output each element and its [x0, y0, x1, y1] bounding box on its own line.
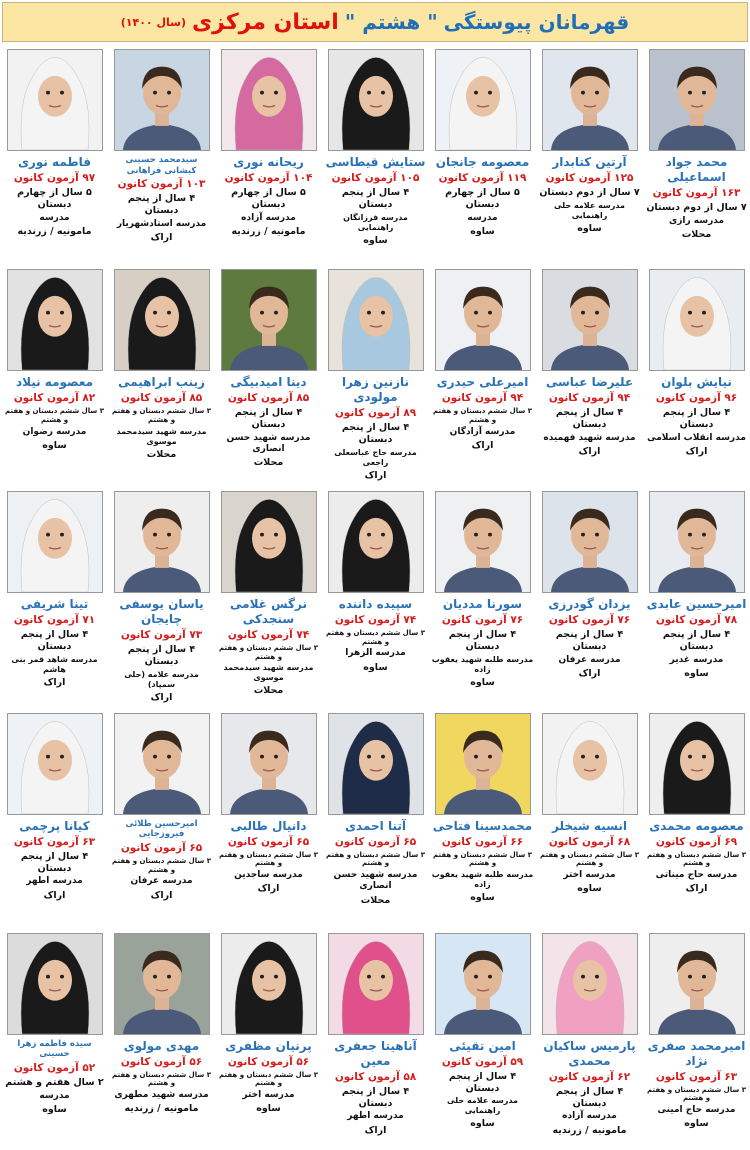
student-photo [114, 713, 210, 815]
student-name: زینب ابراهیمی [118, 375, 205, 389]
student-city: ساوه [42, 439, 67, 451]
student-photo [7, 269, 103, 371]
student-card [322, 488, 429, 710]
student-grade-span: ۳ سال ششم دبستان و هفتم و هشتم [433, 850, 532, 868]
student-school: مدرسه الزهرا [345, 648, 406, 659]
student-test-count: ۹۴ آزمون کانون [441, 392, 524, 404]
student-city: اراک [150, 232, 173, 244]
student-grade-span: ۳ سال ششم دبستان و هفتم و هشتم [112, 1070, 211, 1088]
student-test-count: ۷۶ آزمون کانون [441, 613, 524, 626]
student-card [1, 266, 108, 488]
student-grade-span: ۳ سال ششم دبستان و هفتم و هشتم [219, 1070, 318, 1088]
student-photo [114, 933, 210, 1035]
student-grade-span: ۴ سال از پنجم دبستان [555, 1085, 624, 1109]
student-photo [221, 933, 317, 1035]
student-grade-span: ۴ سال از پنجم دبستان [555, 407, 624, 430]
student-card [215, 488, 322, 710]
student-name: پرنیان مظفری [225, 1038, 312, 1053]
student-grade-span: ۷ سال از دوم دبستان [646, 202, 747, 214]
student-name: معصومه جانجان [435, 155, 530, 169]
student-school: مدرسه علامه حلی راهنمایی [447, 1096, 518, 1116]
student-school: مدرسه طلبه شهید یعقوب زاده [431, 654, 534, 674]
student-test-count: ۱۰۴ آزمون کانون [224, 172, 313, 184]
student-card [643, 710, 750, 930]
student-photo [435, 491, 531, 593]
student-grade-span: ۴ سال از پنجم دبستان [448, 628, 517, 652]
student-test-count: ۶۵ آزمون کانون [334, 835, 417, 848]
student-school: مدرسه شهید سیدمحمد موسوی [223, 663, 314, 683]
student-name: آناهیتا جعفری معین [334, 1038, 417, 1068]
student-test-count: ۹۶ آزمون کانون [655, 392, 738, 404]
student-grade-span: ۴ سال از پنجم دبستان [20, 628, 89, 652]
student-name: آرتین کتابدار [552, 155, 627, 169]
student-card [322, 46, 429, 266]
student-photo [114, 269, 210, 371]
student-card [536, 488, 643, 710]
student-test-count: ۸۵ آزمون کانون [120, 392, 203, 404]
student-city: ساوه [470, 892, 495, 904]
student-city: ساوه [577, 883, 602, 895]
student-school: مدرسه اطهر [347, 1111, 404, 1122]
title-year: (سال ۱۴۰۰) [120, 15, 186, 29]
student-card [108, 46, 215, 266]
student-school: مدرسه حاج امینی [657, 1105, 736, 1116]
student-grade-span: ۴ سال از پنجم دبستان [448, 1070, 517, 1094]
student-grade-span: ۵ سال از چهارم دبستان [231, 187, 306, 210]
student-school: مدرسه علامه حلی راهنمایی [554, 201, 625, 220]
student-grade-span: ۳ سال ششم دبستان و هفتم و هشتم [540, 850, 639, 868]
student-city: اراک [150, 889, 173, 901]
student-grade-span: ۷ سال از دوم دبستان [539, 187, 640, 199]
student-school: مدرسه شهید مطهری [114, 1090, 209, 1101]
student-city: اراک [578, 446, 601, 458]
student-name: معصومه نیلاد [15, 375, 94, 389]
student-test-count: ۶۸ آزمون کانون [548, 835, 631, 848]
student-card [1, 488, 108, 710]
student-photo [542, 713, 638, 815]
student-city: محلات [253, 685, 284, 697]
student-name: امیرمحمد صفری نژاد [647, 1038, 746, 1068]
student-card [108, 488, 215, 710]
student-grade-span: ۳ سال ششم دبستان و هفتم و هشتم [647, 850, 746, 868]
student-grade-span: ۳ سال ششم دبستان و هفتم و هشتم [112, 856, 211, 874]
student-city: ساوه [470, 676, 495, 688]
student-photo [542, 491, 638, 593]
student-school: مدرسه انقلاب اسلامی [647, 432, 746, 443]
student-card [108, 710, 215, 930]
students-grid [0, 46, 750, 1150]
student-name: یزدان گودرزی [548, 596, 631, 611]
student-city: اراک [150, 691, 173, 703]
student-city: اراک [43, 676, 66, 688]
student-test-count: ۶۲ آزمون کانون [548, 1070, 631, 1083]
student-card [643, 266, 750, 488]
student-name: فاطمه نوری [17, 155, 92, 169]
student-card [536, 930, 643, 1150]
student-school: مدرسه شاهد قمر بنی هاشم [11, 654, 98, 674]
student-name: نرگس غلامی سنجدکی [230, 596, 307, 626]
student-test-count: ۷۱ آزمون کانون [13, 613, 96, 626]
student-name: نیایش بلوان [661, 375, 732, 389]
student-photo [7, 713, 103, 815]
student-name: نازنین زهرا مولودی [341, 375, 410, 404]
student-photo [542, 933, 638, 1035]
student-test-count: ۷۳ آزمون کانون [120, 628, 203, 641]
title-province: استان مرکزی [192, 9, 339, 35]
student-card [429, 266, 536, 488]
student-city: اراک [471, 439, 494, 451]
student-card [1, 710, 108, 930]
student-test-count: ۵۲ آزمون کانون [13, 1061, 96, 1074]
student-card [108, 930, 215, 1150]
student-school: مدرسه [467, 212, 498, 223]
student-photo [435, 713, 531, 815]
student-card [643, 46, 750, 266]
student-school: مدرسه غدیر [669, 654, 724, 665]
student-test-count: ۱۱۹ آزمون کانون [438, 172, 527, 184]
student-grade-span: ۳ سال ششم دبستان و هفتم و هشتم [112, 407, 211, 424]
student-card [643, 930, 750, 1150]
student-city: ساوه [577, 223, 602, 234]
student-photo [649, 933, 745, 1035]
student-grade-span: ۴ سال از پنجم دبستان [127, 193, 196, 217]
student-grade-span: ۵ سال از چهارم دبستان [445, 187, 520, 210]
student-city: محلات [146, 448, 177, 460]
student-photo [7, 933, 103, 1035]
student-name: دانیال طالبی [230, 818, 307, 833]
student-name: محمد جواد اسماعیلی [665, 155, 728, 184]
student-city: محلات [360, 894, 391, 906]
student-name: کیانا پرچمی [19, 818, 90, 833]
student-grade-span: ۲ سال هفتم و هشتم [5, 1076, 104, 1088]
student-city: ساوه [42, 1104, 67, 1115]
student-school: مدرسه [39, 212, 70, 223]
student-test-count: ۹۷ آزمون کانون [13, 172, 96, 184]
student-school: مدرسه آزاده [241, 212, 296, 223]
student-photo [221, 713, 317, 815]
student-name: دینا امیدبیگی [230, 375, 307, 389]
student-school: مدرسه آزادگان [449, 426, 516, 437]
student-card [322, 266, 429, 488]
student-test-count: ۶۳ آزمون کانون [655, 1070, 738, 1083]
student-name: امیرحسین عابدی [646, 596, 747, 611]
student-name: محمدسینا فتاحی [432, 818, 533, 833]
student-city: ساوه [470, 226, 495, 238]
student-city: اراک [364, 1124, 387, 1136]
student-photo [221, 49, 317, 151]
student-grade-span: ۳ سال ششم دبستان و هفتم و هشتم [326, 628, 425, 646]
student-card [536, 266, 643, 488]
student-grade-span: ۳ سال ششم دبستان و هفتم و هشتم [326, 850, 425, 868]
student-grade-span: ۳ سال ششم دبستان و هفتم و هشتم [647, 1085, 746, 1103]
student-test-count: ۵۶ آزمون کانون [120, 1055, 203, 1068]
student-card [1, 46, 108, 266]
student-school: مدرسه عرفان [558, 654, 621, 665]
student-city: اراک [578, 667, 601, 679]
student-name: ریحانه نوری [233, 155, 304, 169]
student-name: آتنا احمدی [345, 818, 406, 833]
student-name: سپیده داننده [338, 596, 413, 611]
student-grade-span: ۴ سال از پنجم دبستان [20, 850, 89, 874]
student-photo [328, 933, 424, 1035]
student-card [215, 46, 322, 266]
student-photo [114, 49, 210, 151]
student-city: مامونیه / زرندیه [231, 226, 306, 238]
title-champions: قهرمانان پیوستگی [443, 10, 630, 34]
student-city: ساوه [470, 1118, 495, 1130]
student-test-count: ۱۰۳ آزمون کانون [117, 178, 206, 191]
student-test-count: ۶۵ آزمون کانون [120, 841, 203, 854]
student-photo [649, 49, 745, 151]
student-photo [435, 269, 531, 371]
student-city: ساوه [363, 661, 388, 673]
student-name: معصومه محمدی [649, 818, 744, 833]
student-name: امین تقیئی [449, 1038, 516, 1053]
title-grade: " هشتم " [344, 10, 438, 34]
student-photo [542, 49, 638, 151]
student-name: مهدی مولوی [123, 1038, 200, 1053]
student-school: مدرسه آزاده [562, 1111, 617, 1122]
poster-title-banner [2, 2, 748, 42]
student-school: مدرسه [39, 1090, 70, 1101]
student-test-count: ۹۴ آزمون کانون [548, 392, 631, 404]
student-school: مدرسه شهید سیدمحمد موسوی [116, 426, 207, 446]
student-test-count: ۷۶ آزمون کانون [548, 613, 631, 626]
student-photo [649, 491, 745, 593]
student-grade-span: ۵ سال از چهارم دبستان [17, 187, 92, 210]
student-name: یاسان یوسفی چایجان [119, 596, 204, 626]
student-photo [328, 49, 424, 151]
student-name: سیده فاطمه زهرا حسینی [17, 1038, 92, 1060]
student-card [429, 46, 536, 266]
student-card [215, 266, 322, 488]
student-school: مدرسه فرزانگان راهنمایی [343, 212, 408, 232]
student-city: محلات [681, 229, 712, 241]
student-test-count: ۸۲ آزمون کانون [13, 392, 96, 404]
student-school: مدرسه عرفان [130, 876, 193, 887]
student-city: محلات [253, 457, 284, 469]
student-name: امیرعلی حیدری [436, 375, 529, 389]
student-test-count: ۶۹ آزمون کانون [655, 835, 738, 848]
student-city: ساوه [684, 1118, 709, 1130]
student-city: ساوه [256, 1103, 281, 1115]
student-city: مامونیه / زرندیه [124, 1103, 199, 1115]
student-photo [649, 713, 745, 815]
student-school: مدرسه علامه (حلی سمپاد) [124, 669, 199, 689]
student-city: ساوه [363, 234, 388, 246]
student-school: مدرسه طلبه شهید یعقوب زاده [431, 870, 534, 890]
student-school: مدرسه حاج میناتی [655, 870, 738, 881]
student-school: مدرسه شهید حسن انصاری [333, 870, 418, 892]
student-grade-span: ۴ سال از پنجم دبستان [341, 1085, 410, 1109]
student-city: اراک [43, 889, 66, 901]
student-grade-span: ۴ سال از پنجم دبستان [341, 187, 410, 210]
student-photo [221, 269, 317, 371]
student-card [429, 930, 536, 1150]
student-card [322, 710, 429, 930]
student-test-count: ۶۵ آزمون کانون [227, 835, 310, 848]
student-test-count: ۱۶۳ آزمون کانون [652, 187, 741, 199]
student-school: مدرسه شهید حسن انصاری [226, 432, 311, 455]
student-grade-span: ۴ سال از پنجم دبستان [662, 407, 731, 430]
student-photo [328, 269, 424, 371]
student-city: اراک [257, 883, 280, 895]
student-school: مدرسه ساجدین [234, 870, 303, 881]
student-test-count: ۷۸ آزمون کانون [655, 613, 738, 626]
student-test-count: ۸۹ آزمون کانون [334, 407, 417, 419]
student-name: سیدمحمد حسینی کیشانی فراهانی [125, 155, 198, 176]
student-school: مدرسه اطهر [26, 876, 83, 887]
student-city: مامونیه / زرندیه [17, 226, 92, 238]
student-school: مدرسه رضوان [22, 426, 87, 437]
student-name: امیرحسین طلائی فیروزجایی [125, 818, 198, 840]
student-city: ساوه [684, 667, 709, 679]
student-test-count: ۷۴ آزمون کانون [334, 613, 417, 626]
student-name: سورنا مددیان [442, 596, 523, 611]
student-test-count: ۱۰۵ آزمون کانون [331, 172, 420, 184]
student-card [536, 710, 643, 930]
student-card [536, 46, 643, 266]
student-name: ستایش قیطاسی [325, 155, 426, 169]
student-city: اراک [685, 446, 708, 458]
student-photo [221, 491, 317, 593]
student-school: مدرسه اختر [242, 1090, 295, 1101]
student-grade-span: ۴ سال از پنجم دبستان [234, 407, 303, 430]
student-city: اراک [364, 469, 387, 481]
student-name: علیرضا عباسی [545, 375, 634, 389]
student-school: مدرسه شهید فهمیده [543, 432, 636, 443]
student-grade-span: ۳ سال ششم دبستان و هفتم و هشتم [219, 643, 318, 661]
student-card [1, 930, 108, 1150]
student-test-count: ۶۶ آزمون کانون [441, 835, 524, 848]
student-grade-span: ۳ سال ششم دبستان و هفتم و هشتم [433, 407, 532, 424]
student-photo [542, 269, 638, 371]
student-card [108, 266, 215, 488]
student-card [322, 930, 429, 1150]
student-name: تینا شریفی [20, 596, 89, 611]
student-test-count: ۵۹ آزمون کانون [441, 1055, 524, 1068]
student-photo [328, 713, 424, 815]
student-school: مدرسه استادشهریار [116, 219, 207, 230]
student-card [215, 930, 322, 1150]
student-photo [7, 491, 103, 593]
student-city: اراک [685, 883, 708, 895]
student-test-count: ۷۴ آزمون کانون [227, 628, 310, 641]
student-test-count: ۱۲۵ آزمون کانون [545, 172, 634, 184]
student-city: مامونیه / زرندیه [552, 1124, 627, 1136]
student-photo [435, 49, 531, 151]
student-card [215, 710, 322, 930]
student-card [429, 488, 536, 710]
student-name: پارمیس ساکیان محمدی [543, 1038, 636, 1068]
student-grade-span: ۴ سال از پنجم دبستان [341, 422, 410, 445]
student-grade-span: ۴ سال از پنجم دبستان [555, 628, 624, 652]
student-test-count: ۵۸ آزمون کانون [334, 1070, 417, 1083]
student-photo [328, 491, 424, 593]
student-card [429, 710, 536, 930]
student-school: مدرسه اختر [563, 870, 616, 881]
student-test-count: ۸۵ آزمون کانون [227, 392, 310, 404]
student-grade-span: ۳ سال ششم دبستان و هفتم و هشتم [219, 850, 318, 868]
student-name: انسیه شیخلر [552, 818, 627, 833]
student-test-count: ۶۳ آزمون کانون [13, 835, 96, 848]
student-photo [649, 269, 745, 371]
student-photo [435, 933, 531, 1035]
student-school: مدرسه رازی [668, 216, 725, 226]
student-photo [114, 491, 210, 593]
student-grade-span: ۴ سال از پنجم دبستان [127, 643, 196, 667]
student-card [643, 488, 750, 710]
student-school: مدرسه حاج عباسعلی راجعی [334, 447, 417, 467]
student-test-count: ۵۶ آزمون کانون [227, 1055, 310, 1068]
student-grade-span: ۳ سال ششم دبستان و هفتم و هشتم [5, 407, 104, 424]
student-photo [7, 49, 103, 151]
student-grade-span: ۴ سال از پنجم دبستان [662, 628, 731, 652]
